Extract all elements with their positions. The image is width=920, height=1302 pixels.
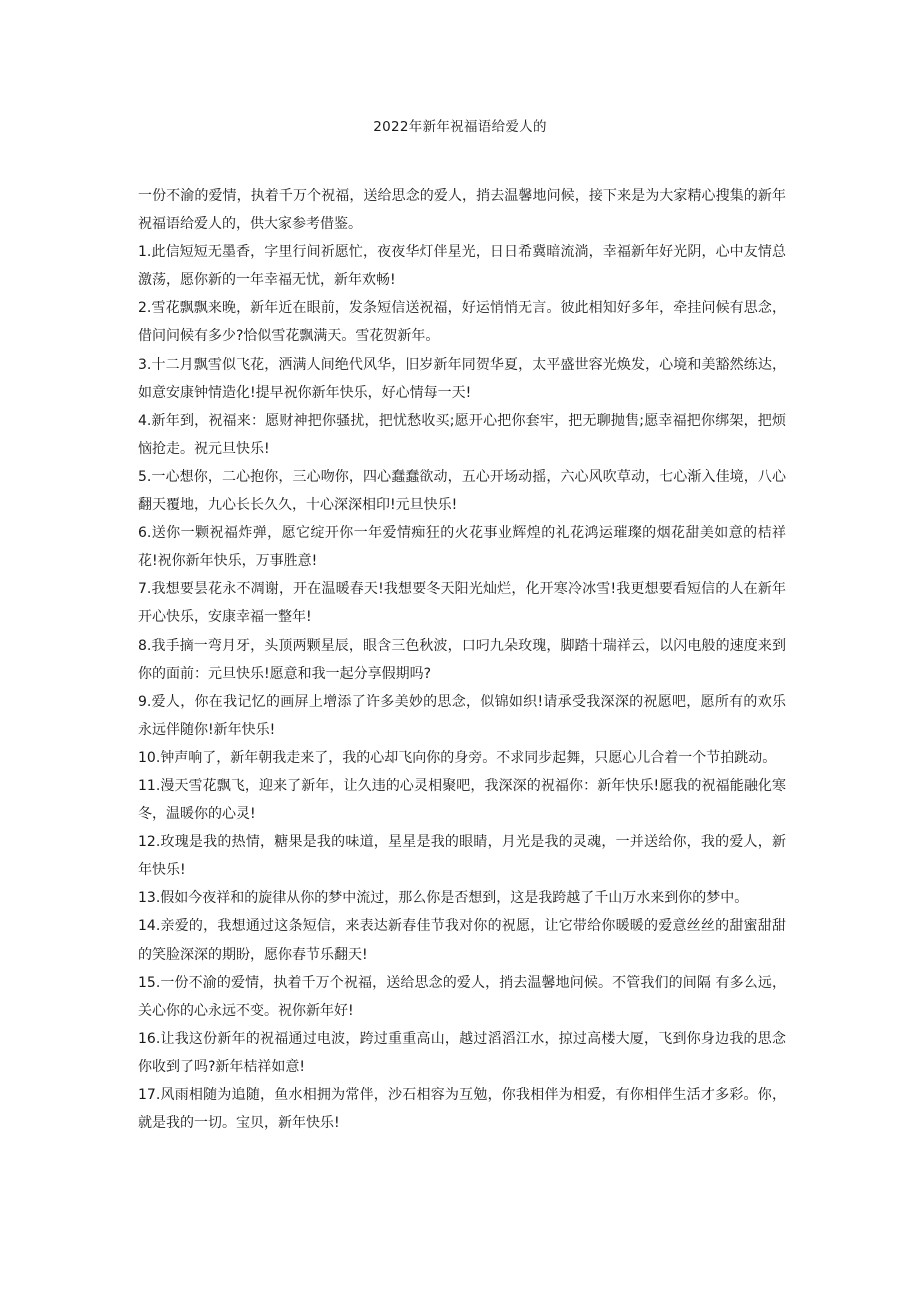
document-title: 2022年新年祝福语给爱人的	[373, 119, 547, 135]
blessing-item: 12.玫瑰是我的热情，糖果是我的味道，星星是我的眼睛，月光是我的灵魂，一并送给你，我的爱人，新年快乐!	[138, 834, 786, 879]
blessing-item: 8.我手摘一弯月牙，头顶两颗星辰，眼含三色秋波，口叼九朵玫瑰，脚踏十瑞祥云，以闪电般的速度来到你的面前：元旦快乐!愿意和我一起分享假期吗?	[138, 637, 786, 682]
blessing-item: 16.让我这份新年的祝福通过电波，跨过重重高山，越过滔滔江水，掠过高楼大厦，飞到你身边我的思念你收到了吗?新年桔祥如意!	[138, 1030, 786, 1075]
intro-paragraph: 一份不渝的爱情，执着千万个祝福，送给思念的爱人，捎去温馨地问候，接下来是为大家精心搜集的新年祝福语给爱人的，供大家参考借鉴。	[138, 188, 786, 233]
blessing-item: 3.十二月飘雪似飞花，洒满人间绝代风华，旧岁新年同贺华夏，太平盛世容光焕发，心境和美豁然练达，如意安康钟情造化!提早祝你新年快乐，好心情每一天!	[138, 356, 786, 401]
blessing-item: 7.我想要昙花永不凋谢，开在温暖春天!我想要冬天阳光灿烂，化开寒冷冰雪!我更想要看短信的人在新年开心快乐，安康幸福一整年!	[138, 581, 786, 626]
blessing-item: 11.漫天雪花飘飞，迎来了新年，让久违的心灵相聚吧，我深深的祝福你：新年快乐!愿我的祝福能融化寒冬，温暖你的心灵!	[138, 777, 786, 823]
document-body	[138, 182, 786, 1137]
blessing-item: 15.一份不渝的爱情，执着千万个祝福，送给思念的爱人，捎去温馨地问候。不管我们的间隔 有多么远，关心你的心永远不变。祝你新年好!	[138, 974, 786, 1019]
blessing-item: 6.送你一颗祝福炸弹，愿它绽开你一年爱情痴狂的火花事业辉煌的礼花鸿运璀璨的烟花甜美如意的桔祥花!祝你新年快乐，万事胜意!	[138, 525, 786, 570]
blessing-item: 10.钟声响了，新年朝我走来了，我的心却飞向你的身旁。不求同步起舞，只愿心儿合着一个节拍跳动。	[138, 749, 777, 766]
blessing-item: 9.爱人，你在我记忆的画屏上增添了许多美妙的思念，似锦如织!请承受我深深的祝愿吧，愿所有的欢乐永远伴随你!新年快乐!	[138, 693, 786, 738]
blessing-item: 14.亲爱的，我想通过这条短信，来表达新春佳节我对你的祝愿，让它带给你暖暖的爱意丝丝的甜蜜甜甜的笑脸深深的期盼，愿你春节乐翻天!	[138, 918, 786, 963]
blessing-item: 13.假如今夜祥和的旋律从你的梦中流过，那么你是否想到，这是我跨越了千山万水来到你的梦中。	[138, 890, 749, 907]
blessing-item: 2.雪花飘飘来晚，新年近在眼前，发条短信送祝福，好运悄悄无言。彼此相知好多年，牵挂问候有思念，借问问候有多少?恰似雪花飘满天。雪花贺新年。	[138, 300, 786, 345]
blessing-item: 1.此信短短无墨香，字里行间祈愿忙，夜夜华灯伴星光，日日希冀暗流淌，幸福新年好光阴，心中友情总激荡，愿你新的一年幸福无忧，新年欢畅!	[138, 244, 786, 289]
blessing-item: 4.新年到，祝福来：愿财神把你骚扰，把忧愁收买;愿开心把你套牢，把无聊抛售;愿幸福把你绑架，把烦恼抢走。祝元旦快乐!	[138, 412, 786, 457]
blessing-item: 17.风雨相随为追随，鱼水相拥为常伴，沙石相容为互勉，你我相伴为相爱，有你相伴生活才多彩。你，就是我的一切。宝贝，新年快乐!	[138, 1087, 786, 1132]
blessing-item: 5.一心想你，二心抱你，三心吻你，四心蠢蠢欲动，五心开场动摇，六心风吹草动，七心渐入佳境，八心翻天覆地，九心长长久久，十心深深相印!元旦快乐!	[138, 468, 786, 514]
